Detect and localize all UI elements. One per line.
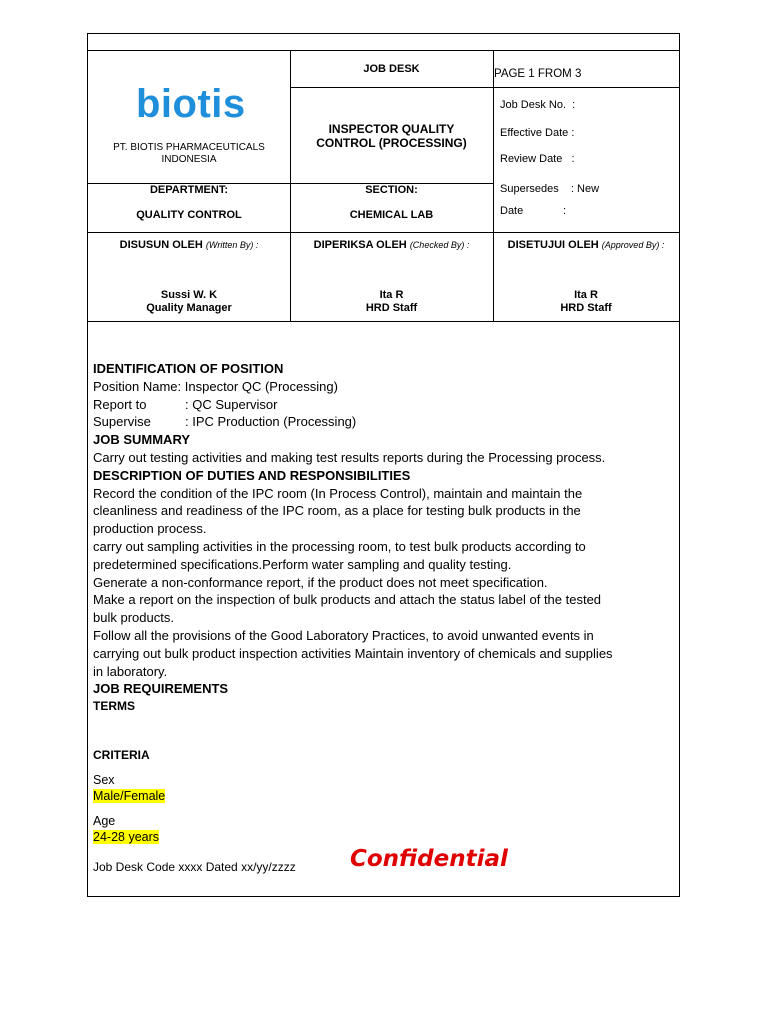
checked-by-role: HRD Staff: [365, 302, 418, 314]
age-value: 24-28 years: [93, 830, 160, 844]
job-desk-label: JOB DESK: [363, 63, 420, 75]
company-name: [88, 142, 290, 166]
position-title: [290, 122, 493, 150]
company-line-1: PT. BIOTIS PHARMACEUTICALS: [113, 142, 265, 153]
sex-value: Male/Female: [93, 789, 166, 803]
date-field: Date :: [500, 205, 567, 217]
section-value: CHEMICAL LAB: [349, 209, 434, 221]
position-title-line-1: INSPECTOR QUALITY: [328, 122, 455, 136]
job-desk-no-field: Job Desk No. :: [500, 99, 576, 111]
duties-line: carry out sampling activities in the processing room, to test bulk products according to: [93, 538, 586, 554]
approved-by-signatory: [493, 289, 679, 315]
written-by-role: Quality Manager: [146, 302, 232, 314]
job-summary-heading: JOB SUMMARY: [93, 432, 191, 448]
duties-line: Generate a non-conformance report, if the product does not meet specification.: [93, 574, 548, 590]
duties-line: predetermined specifications.Perform water sampling and quality testing.: [93, 556, 512, 572]
requirements-heading: JOB REQUIREMENTS: [93, 681, 229, 697]
duties-line: Make a report on the inspection of bulk products and attach the status label of the tested: [93, 592, 602, 608]
approved-by-role: HRD Staff: [560, 302, 612, 314]
report-to: Report to : QC Supervisor: [93, 396, 278, 412]
checked-by-name: Ita R: [379, 289, 404, 301]
terms-heading: TERMS: [93, 699, 135, 714]
duties-line: bulk products.: [93, 610, 174, 626]
duties-line: production process.: [93, 521, 207, 537]
criteria-heading: CRITERIA: [93, 748, 150, 762]
written-by-signatory: [88, 289, 290, 315]
divider: [88, 321, 680, 322]
divider: [290, 87, 680, 88]
duties-line: carrying out bulk product inspection activities Maintain inventory of chemicals and supplies: [93, 645, 613, 661]
effective-date-field: Effective Date :: [500, 127, 575, 139]
duties-line: Follow all the provisions of the Good Laboratory Practices, to avoid unwanted events in: [93, 627, 594, 643]
divider: [88, 232, 680, 233]
divider: [493, 50, 494, 321]
age-label: Age: [93, 814, 116, 828]
department-value: QUALITY CONTROL: [136, 209, 242, 221]
department-label: DEPARTMENT:: [149, 184, 228, 196]
position-name: Position Name: Inspector QC (Processing): [93, 378, 338, 394]
position-title-line-2: CONTROL (PROCESSING): [316, 136, 467, 150]
supervise: Supervise : IPC Production (Processing): [93, 414, 357, 430]
section-label: SECTION:: [365, 184, 418, 196]
divider: [679, 50, 680, 321]
job-description-body: [93, 360, 673, 716]
divider: [88, 50, 680, 51]
written-by-label: DISUSUN OLEH (Written By) :: [119, 239, 259, 251]
company-logo: biotis: [136, 82, 246, 126]
footer-code: Job Desk Code xxxx Dated xx/yy/zzzz: [93, 860, 296, 874]
page-info: PAGE 1 FROM 3: [494, 68, 582, 80]
job-summary-text: Carry out testing activities and making test results reports during the Processing process.: [93, 449, 606, 465]
supersedes-field: Supersedes : New: [500, 183, 600, 195]
review-date-field: Review Date :: [500, 153, 575, 165]
checked-by-label: DIPERIKSA OLEH (Checked By) :: [313, 239, 470, 251]
sex-label: Sex: [93, 773, 115, 787]
duties-heading: DESCRIPTION OF DUTIES AND RESPONSIBILITIES: [93, 467, 411, 483]
written-by-name: Sussi W. K: [160, 289, 218, 301]
company-line-2: INDONESIA: [161, 154, 217, 165]
duties-line: Record the condition of the IPC room (In Process Control), maintain and maintain the: [93, 485, 583, 501]
identification-heading: IDENTIFICATION OF POSITION: [93, 361, 284, 376]
duties-line: cleanliness and readiness of the IPC room, as a place for testing bulk products in the: [93, 503, 581, 519]
confidential-stamp: Confidential: [350, 846, 508, 872]
approved-by-name: Ita R: [574, 289, 598, 301]
checked-by-signatory: [290, 289, 493, 315]
approved-by-label: DISETUJUI OLEH (Approved By) :: [507, 239, 665, 251]
duties-line: in laboratory.: [93, 663, 168, 679]
